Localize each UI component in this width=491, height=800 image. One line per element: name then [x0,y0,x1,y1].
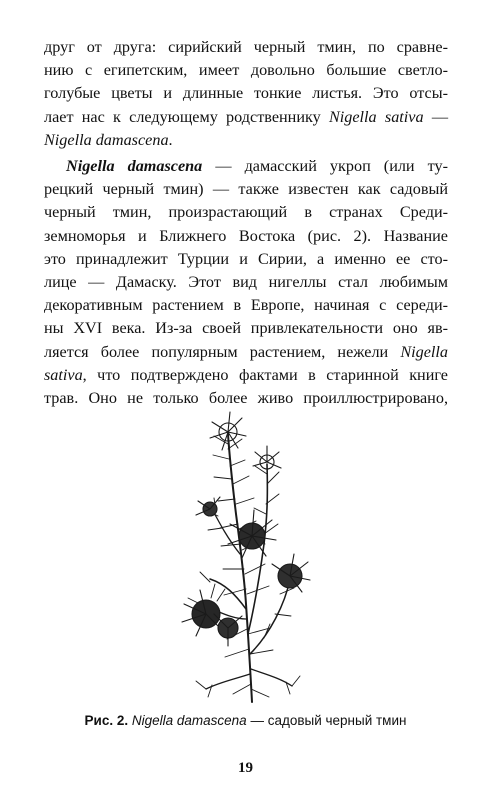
text-line: это принадлежит Турции и Сирии, а именно ее сто- [44,249,448,268]
text-line: Nigella damascena — дамасский укроп (или ту- [66,157,448,175]
text-line: лице — Дамаску. Этот вид нигеллы стал любимым [44,273,448,292]
paragraph-1 [44,36,448,152]
figure-caption [0,712,491,730]
text-line: друг от друга: сирийский черный тмин, по сравне- [44,38,448,56]
text-line: ляется более популярным растением, нежели Nigella [44,342,448,361]
text-line: нию с египетским, имеет довольно большие светло- [44,61,448,80]
caption-label: Рис. 2. [84,713,129,728]
text-line: трав. Оно не только более живо проиллюстрировано, [44,389,448,408]
text-line: лает нас к следующему родственнику Nigella sativa — [44,107,448,126]
paragraph-2 [44,155,448,410]
species-name: Nigella damascena [44,130,169,149]
text-line: рецкий черный тмин) — также известен как садовый [44,180,448,199]
text-line: голубые цветы и длинные тонкие листья. Это отсы- [44,84,448,103]
text-line: декоративным растением в Европе, начиная с середи- [44,296,448,315]
text-line: sativa, что подтверждено фактами в старинной книге [44,365,448,384]
species-name: Nigella damascena [66,157,203,175]
text-line: Nigella damascena. [44,130,173,149]
plant-illustration [140,404,364,704]
caption-text: — садовый черный тмин [246,713,407,728]
text-line: земноморья и Ближнего Востока (рис. 2). Название [44,226,448,245]
text-line: черный тмин, произрастающий в странах Среди- [44,203,448,222]
page-number: 19 [238,760,253,776]
text-line: ны XVI века. Из-за своей привлекательности оно яв- [44,319,448,338]
species-name: sativa [44,365,83,384]
caption-species: Nigella damascena [131,713,247,728]
species-name: Nigella sativa [328,107,424,126]
species-name: Nigella [400,342,448,361]
